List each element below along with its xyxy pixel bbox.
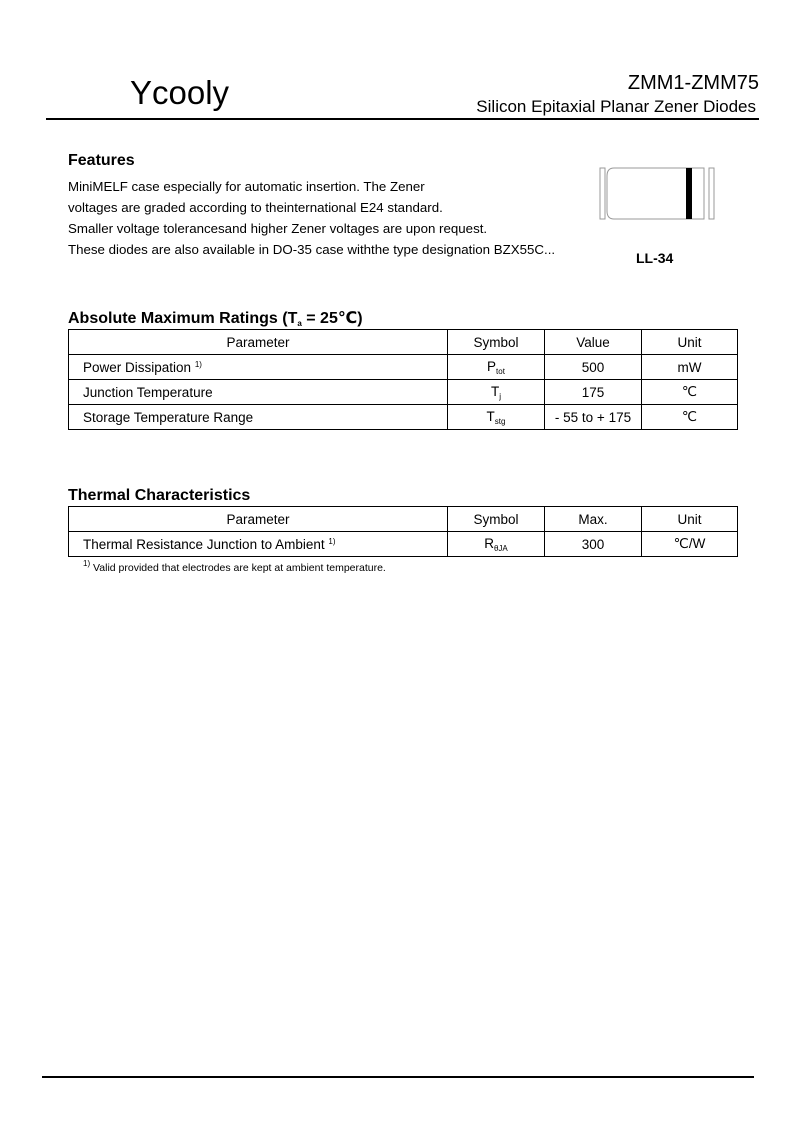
cathode-band xyxy=(686,168,692,219)
symbol-subscript: stg xyxy=(494,416,506,426)
ratings-title xyxy=(68,308,363,328)
header-parameter: Parameter xyxy=(69,507,448,532)
parameter-text: Thermal Resistance Junction to Ambient xyxy=(83,536,325,552)
symbol-subscript: j xyxy=(499,391,502,401)
parameter-text: Power Dissipation xyxy=(83,359,192,375)
table-row xyxy=(69,405,738,430)
row-unit: ℃ xyxy=(642,380,738,405)
table-header-row xyxy=(69,507,738,532)
row-value: 175 xyxy=(545,380,642,405)
ratings-title-sub: a xyxy=(297,319,302,328)
table-row xyxy=(69,380,738,405)
row-value: - 55 to + 175 xyxy=(545,405,642,430)
table-row xyxy=(69,355,738,380)
table-row xyxy=(69,532,738,557)
ratings-title-prefix: Absolute Maximum Ratings (T xyxy=(68,310,298,327)
part-number: ZMM1-ZMM75 xyxy=(627,72,759,94)
row-symbol xyxy=(448,355,545,380)
footnote xyxy=(83,559,386,574)
header-unit: Unit xyxy=(642,330,738,355)
features-line: Smaller voltage tolerancesand higher Zener voltages are upon request. xyxy=(68,221,488,236)
header-symbol: Symbol xyxy=(448,330,545,355)
row-parameter xyxy=(69,355,448,380)
footnote-ref: 1) xyxy=(194,359,202,369)
row-symbol xyxy=(448,380,545,405)
row-symbol xyxy=(448,405,545,430)
footer-divider xyxy=(42,1076,754,1078)
symbol-text: T xyxy=(486,408,495,424)
document-subtitle: Silicon Epitaxial Planar Zener Diodes xyxy=(476,97,756,116)
symbol-subscript: θJA xyxy=(493,543,508,553)
row-symbol xyxy=(448,532,545,557)
thermal-title: Thermal Characteristics xyxy=(68,487,251,504)
brand-name: Ycooly xyxy=(130,74,230,111)
footnote-text: Valid provided that electrodes are kept at ambient temperature. xyxy=(93,562,386,574)
row-unit: ℃/W xyxy=(642,532,738,557)
header-parameter: Parameter xyxy=(69,330,448,355)
row-value: 300 xyxy=(545,532,642,557)
features-line: voltages are graded according to theinternational E24 standard. xyxy=(68,200,443,215)
footnote-marker: 1) xyxy=(83,559,91,568)
features-line: MiniMELF case especially for automatic insertion. The Zener xyxy=(68,179,425,194)
row-unit: ℃ xyxy=(642,405,738,430)
footnote-ref: 1) xyxy=(328,536,336,546)
row-parameter xyxy=(69,405,448,430)
ll34-package-drawing xyxy=(598,165,718,223)
symbol-text: P xyxy=(487,358,497,374)
thermal-table xyxy=(68,506,738,557)
ratings-title-suffix: = 25℃) xyxy=(301,310,363,327)
right-end-cap xyxy=(709,168,714,219)
features-line: These diodes are also available in DO-35 case withthe type designation BZX55C... xyxy=(68,242,556,257)
parameter-text: Storage Temperature Range xyxy=(83,409,254,425)
symbol-subscript: tot xyxy=(496,366,505,376)
header-value: Value xyxy=(545,330,642,355)
package-label: LL-34 xyxy=(636,250,674,266)
symbol-text: T xyxy=(490,383,500,399)
header-max: Max. xyxy=(545,507,642,532)
header-unit: Unit xyxy=(642,507,738,532)
ratings-table xyxy=(68,329,738,430)
row-value: 500 xyxy=(545,355,642,380)
left-end-cap xyxy=(600,168,605,219)
table-header-row xyxy=(69,330,738,355)
symbol-text: R xyxy=(484,535,494,551)
header-symbol: Symbol xyxy=(448,507,545,532)
features-title: Features xyxy=(68,152,135,169)
header-divider xyxy=(46,118,759,120)
row-parameter xyxy=(69,380,448,405)
parameter-text: Junction Temperature xyxy=(83,384,213,400)
row-parameter xyxy=(69,532,448,557)
row-unit: mW xyxy=(642,355,738,380)
features-text xyxy=(68,176,555,260)
